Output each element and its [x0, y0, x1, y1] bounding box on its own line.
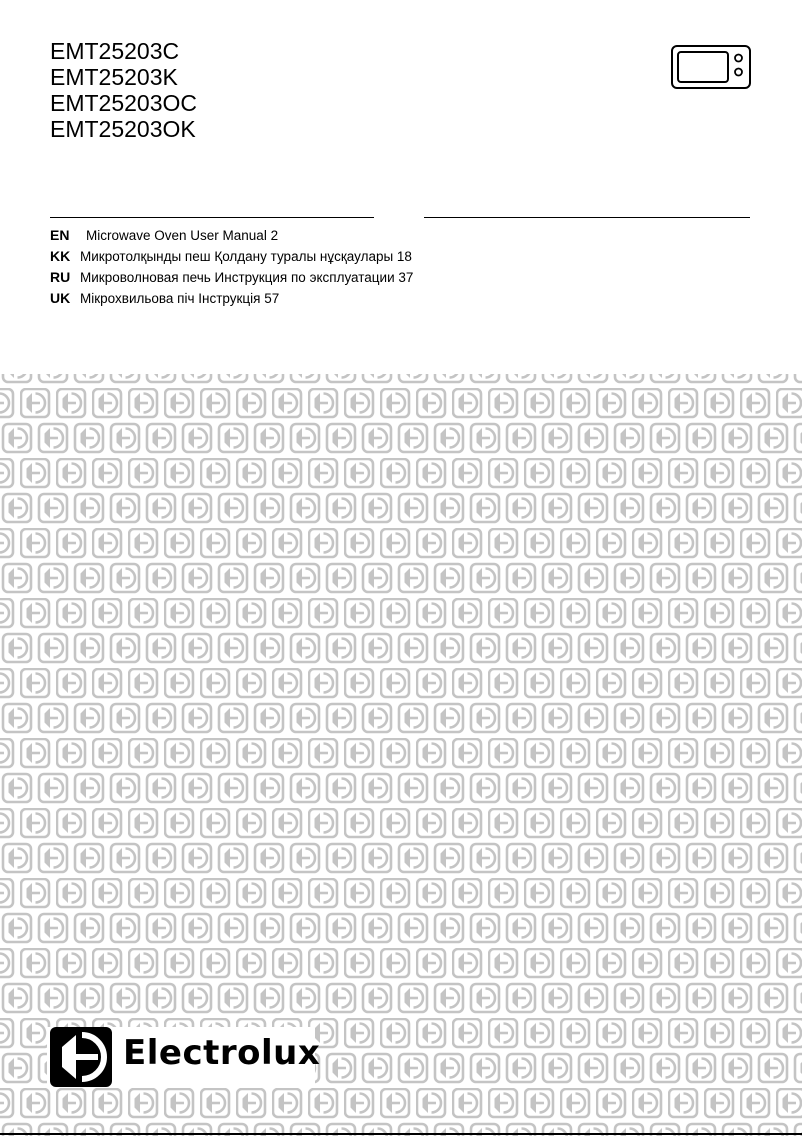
language-code: EN — [50, 227, 70, 243]
divider-left — [50, 217, 374, 218]
manual-title: Микроволновая печь Инструкция по эксплуатации 37 — [80, 270, 414, 285]
model-number: EMT25203OC — [50, 90, 198, 116]
language-row-uk — [50, 288, 413, 309]
language-row-ru — [50, 267, 413, 288]
microwave-oven-icon — [670, 44, 752, 90]
model-number: EMT25203K — [50, 64, 178, 90]
language-row-kk — [50, 246, 413, 267]
manual-title: Микротолқынды пеш Қолдану туралы нұсқаулары 18 — [80, 249, 412, 264]
model-number: EMT25203OK — [50, 116, 196, 142]
model-list — [50, 38, 197, 142]
language-code: RU — [50, 269, 71, 285]
electrolux-logo-icon — [50, 1027, 112, 1087]
electrolux-pattern — [0, 374, 802, 1136]
manual-title: Мікрохвильова піч Інструкція 57 — [80, 291, 280, 306]
divider-right — [424, 217, 750, 218]
language-index — [50, 225, 413, 309]
language-code: UK — [50, 290, 71, 306]
model-number: EMT25203C — [50, 38, 180, 64]
bottom-rule — [0, 1133, 802, 1135]
manual-title: Microwave Oven User Manual 2 — [86, 228, 279, 243]
language-code: KK — [50, 248, 71, 264]
brand-name: Electrolux — [123, 1033, 321, 1073]
brand-logo — [47, 1027, 321, 1087]
language-row-en — [50, 225, 413, 246]
